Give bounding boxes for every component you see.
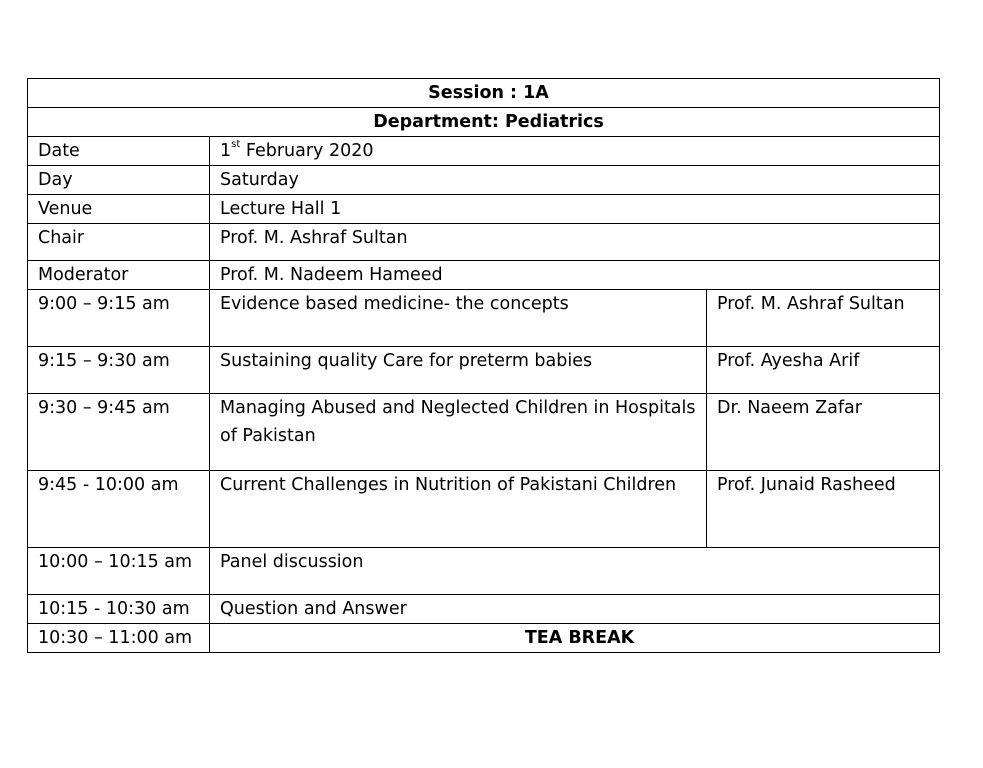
date-rest: February 2020 — [240, 141, 374, 161]
date-label: Date — [28, 137, 210, 166]
talk-row — [28, 394, 940, 471]
session-title: Session : 1A — [28, 79, 940, 108]
panel-time: 10:00 – 10:15 am — [28, 548, 210, 595]
date-day: 1 — [220, 141, 232, 161]
talk-topic: Sustaining quality Care for preterm babies — [210, 347, 707, 394]
department-row — [28, 108, 940, 137]
venue-value: Lecture Hall 1 — [210, 195, 940, 224]
talk-time: 9:30 – 9:45 am — [28, 394, 210, 471]
talk-topic: Evidence based medicine- the concepts — [210, 290, 707, 347]
date-value — [210, 137, 940, 166]
qa-row — [28, 595, 940, 624]
qa-label: Question and Answer — [210, 595, 940, 624]
venue-row — [28, 195, 940, 224]
talk-time: 9:45 - 10:00 am — [28, 471, 210, 548]
moderator-label: Moderator — [28, 261, 210, 290]
talk-speaker: Prof. M. Ashraf Sultan — [707, 290, 940, 347]
chair-row — [28, 224, 940, 261]
talk-speaker: Prof. Junaid Rasheed — [707, 471, 940, 548]
date-row — [28, 137, 940, 166]
moderator-row — [28, 261, 940, 290]
day-value: Saturday — [210, 166, 940, 195]
talk-topic: Managing Abused and Neglected Children in Hospitals of Pakistan — [210, 394, 707, 471]
department-title: Department: Pediatrics — [28, 108, 940, 137]
chair-value: Prof. M. Ashraf Sultan — [210, 224, 940, 261]
panel-label: Panel discussion — [210, 548, 940, 595]
tea-time: 10:30 – 11:00 am — [28, 624, 210, 653]
talk-time: 9:15 – 9:30 am — [28, 347, 210, 394]
day-row — [28, 166, 940, 195]
talk-speaker: Prof. Ayesha Arif — [707, 347, 940, 394]
talk-time: 9:00 – 9:15 am — [28, 290, 210, 347]
session-schedule-table — [27, 78, 940, 653]
tea-label: TEA BREAK — [210, 624, 940, 653]
talk-row — [28, 290, 940, 347]
panel-row — [28, 548, 940, 595]
chair-label: Chair — [28, 224, 210, 261]
date-suffix: st — [231, 139, 241, 151]
qa-time: 10:15 - 10:30 am — [28, 595, 210, 624]
talk-row — [28, 471, 940, 548]
talk-speaker: Dr. Naeem Zafar — [707, 394, 940, 471]
moderator-value: Prof. M. Nadeem Hameed — [210, 261, 940, 290]
venue-label: Venue — [28, 195, 210, 224]
tea-row — [28, 624, 940, 653]
session-title-row — [28, 79, 940, 108]
talk-topic: Current Challenges in Nutrition of Pakistani Children — [210, 471, 707, 548]
day-label: Day — [28, 166, 210, 195]
talk-row — [28, 347, 940, 394]
